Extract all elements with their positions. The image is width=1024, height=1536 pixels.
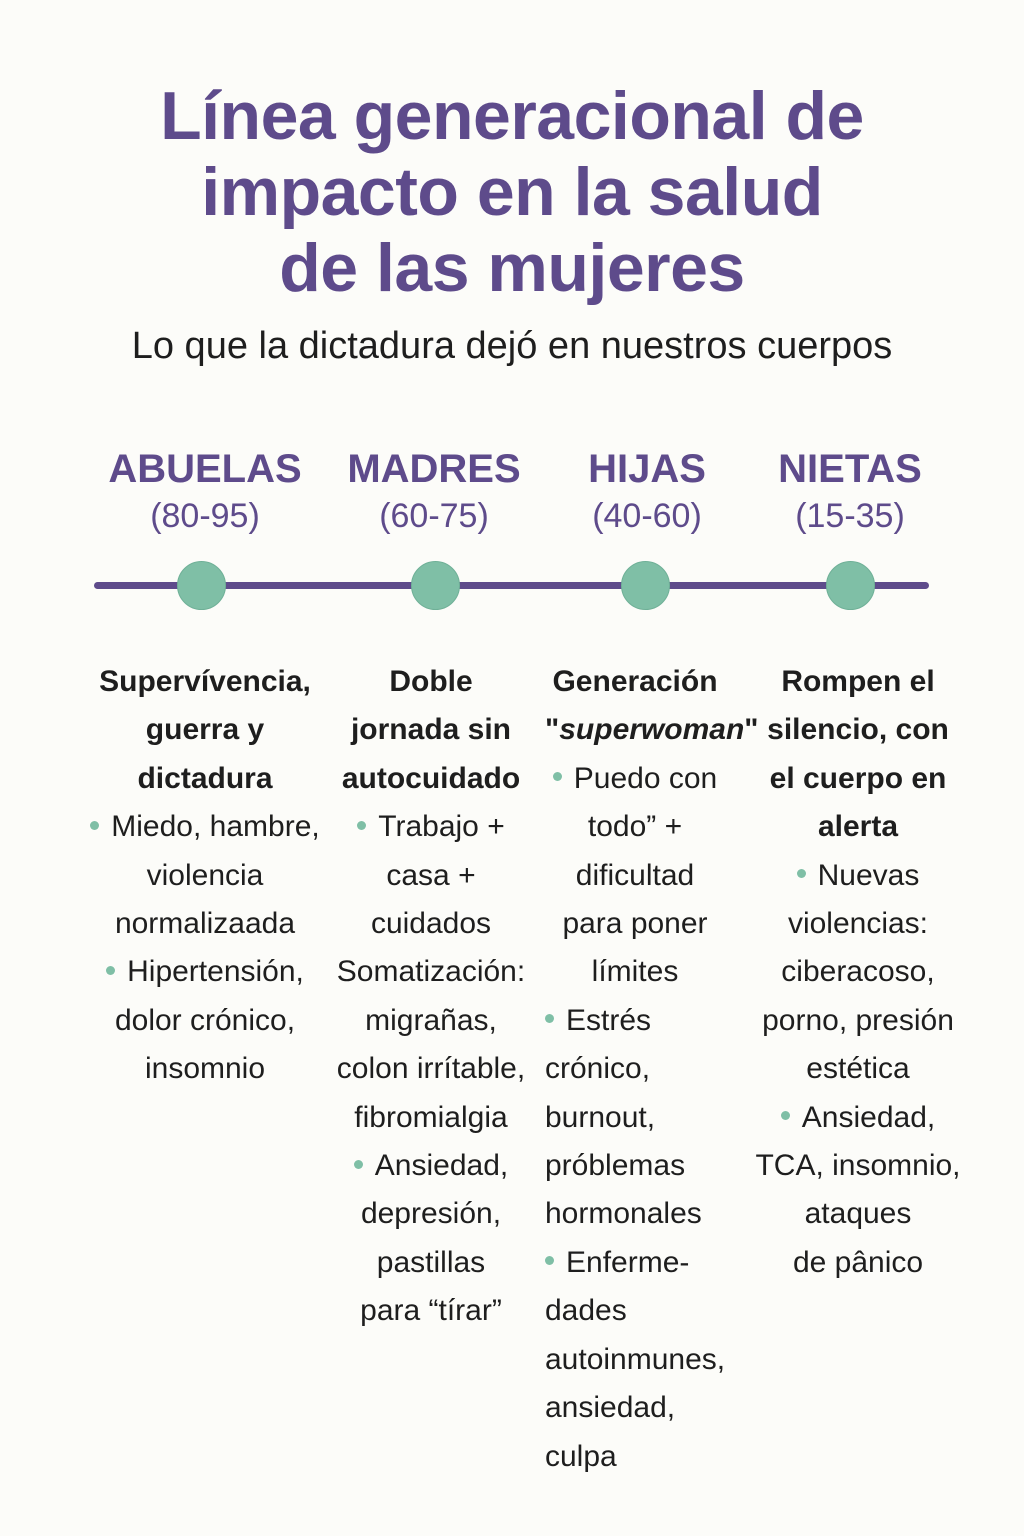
bullet-dot-icon	[781, 1111, 790, 1120]
list-item-continuation: hormonales	[545, 1197, 702, 1231]
list-item: Ansiedad,	[318, 1142, 544, 1190]
list-item-continuation: para “tírar”	[360, 1294, 502, 1328]
list-item-continuation: dades	[545, 1294, 627, 1328]
page-subtitle: Lo que la dictadura dejó en nuestros cuerpos	[131, 325, 893, 367]
list-item-continuation: todo” +	[587, 810, 683, 844]
title-line-3: de las mujeres	[279, 230, 745, 306]
generation-age-range: (80-95)	[150, 497, 260, 535]
list-item: Trabajo +	[318, 803, 544, 851]
list-item-continuation: porno, presión	[762, 1003, 954, 1037]
bullet-dot-icon	[553, 772, 562, 781]
generation-name: HIJAS	[588, 447, 706, 491]
list-item-continuation: de pânico	[792, 1245, 924, 1279]
bullet-dot-icon	[354, 1160, 363, 1169]
page-title	[0, 78, 1024, 306]
generation-column-hijas	[545, 658, 759, 1481]
bullet-dot-icon	[106, 966, 115, 975]
list-item-continuation: culpa	[545, 1439, 617, 1473]
list-item: Nuevas	[748, 852, 968, 900]
list-item-continuation: crónico,	[545, 1052, 651, 1086]
list-item-continuation: fibromialgia	[354, 1100, 508, 1134]
column-title-line: Supervívencia,	[99, 665, 311, 698]
list-item-continuation: ataques	[804, 1197, 912, 1231]
column-title-line: autocuidado	[341, 761, 521, 795]
generation-age-range: (40-60)	[592, 497, 702, 535]
list-item-continuation: próblemas	[545, 1149, 686, 1183]
column-title-line: jornada sin	[350, 713, 512, 747]
bullet-dot-icon	[90, 821, 99, 830]
list-item-continuation: Somatización:	[336, 955, 526, 989]
bullet-dot-icon	[545, 1256, 554, 1265]
list-item-continuation: autoinmunes,	[545, 1342, 726, 1376]
column-title-line: silencio, con	[767, 713, 949, 747]
list-item: Hipertensión,	[70, 948, 340, 996]
column-title-line: Rompen el	[781, 665, 935, 698]
list-item-continuation: normalizaada	[114, 907, 296, 941]
bullet-dot-icon	[545, 1014, 554, 1023]
bullet-dot-icon	[797, 869, 806, 878]
list-item: Estrés	[545, 997, 755, 1045]
list-item-continuation: ansiedad,	[545, 1391, 676, 1425]
generation-name: ABUELAS	[108, 447, 302, 491]
column-title-line: dictadura	[137, 761, 273, 795]
list-item-continuation: para poner	[562, 907, 708, 941]
timeline-dot-hijas	[621, 561, 670, 610]
generation-header-nietas	[730, 446, 970, 538]
list-item-continuation: migrañas,	[365, 1003, 497, 1037]
list-item-continuation: pastillas	[376, 1245, 486, 1279]
list-item: Enferme-	[545, 1239, 755, 1287]
generation-column-madres	[318, 658, 544, 1336]
title-line-2: impacto en la salud	[201, 154, 823, 230]
generation-name: MADRES	[347, 447, 521, 491]
bullet-dot-icon	[357, 821, 366, 830]
column-title-line: Generación	[552, 665, 718, 698]
list-item-continuation: estética	[806, 1052, 910, 1086]
list-item-continuation: ciberacoso,	[781, 955, 935, 989]
list-item: Miedo, hambre,	[70, 803, 340, 851]
generation-age-range: (15-35)	[795, 497, 905, 535]
list-item-continuation: límites	[591, 955, 679, 989]
list-item-continuation: cuidados	[370, 907, 492, 941]
column-title-line: guerra y	[145, 713, 265, 747]
list-item-continuation: depresión,	[360, 1197, 502, 1231]
timeline-dot-madres	[411, 561, 460, 610]
timeline-dot-abuelas	[177, 561, 226, 610]
title-line-1: Línea generacional de	[160, 78, 864, 154]
timeline-dot-nietas	[826, 561, 875, 610]
column-title-line: "superwoman"	[545, 713, 759, 747]
generation-header-madres	[314, 446, 554, 538]
list-item: Ansiedad,	[748, 1094, 968, 1142]
list-item-continuation: colon irrítable,	[336, 1052, 526, 1086]
generation-age-range: (60-75)	[379, 497, 489, 535]
list-item-continuation: violencias:	[787, 907, 929, 941]
list-item-continuation: burnout,	[545, 1100, 656, 1134]
list-item-continuation: dolor crónico,	[114, 1003, 296, 1037]
generation-header-abuelas	[85, 446, 325, 538]
list-item: Puedo con	[545, 755, 755, 803]
list-item-continuation: violencia	[146, 858, 264, 892]
list-item-continuation: casa +	[386, 858, 476, 892]
column-title-line: Doble	[389, 665, 473, 698]
column-title-line: alerta	[817, 810, 899, 844]
generation-column-abuelas	[70, 658, 340, 1094]
italic-emphasis: superwoman	[559, 713, 745, 747]
list-item-continuation: TCA, insomnio,	[755, 1149, 961, 1183]
column-title-line: el cuerpo en	[769, 761, 947, 795]
list-item-continuation: insomnio	[144, 1052, 266, 1086]
generation-column-nietas	[748, 658, 968, 1287]
list-item-continuation: dificultad	[575, 858, 695, 892]
generation-name: NIETAS	[778, 447, 922, 491]
